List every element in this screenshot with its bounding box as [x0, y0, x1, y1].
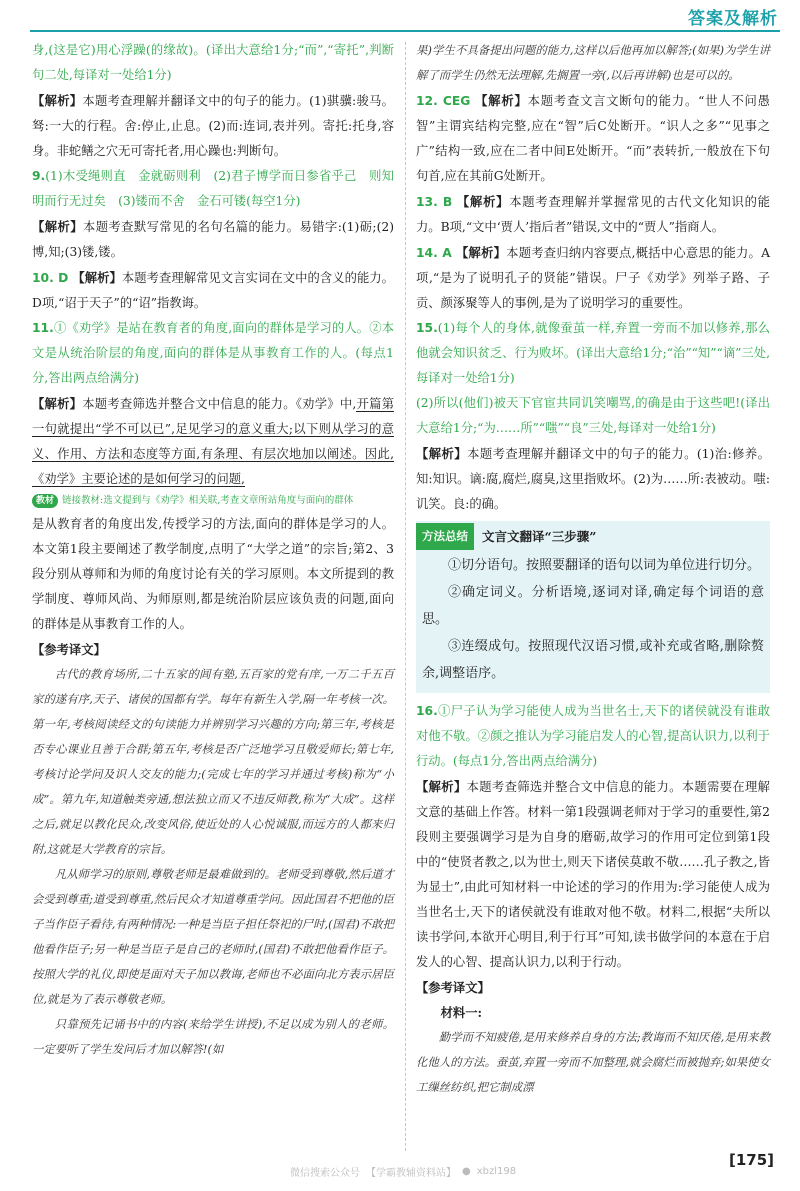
q15-answer-1: [416, 316, 770, 391]
q8-jiexi: 【解析】本题考查理解并翻译文中的句子的能力。(1)骐骥:骏马。驽:一大的行程。舍:停止,止息。(2)而:连词,表并列。寄托:托身,容身。非蛇鳝之穴无可寄托者,用心躁也:判断句。: [32, 93, 394, 158]
q14-number: 14. A: [416, 246, 452, 260]
textbook-note-text: 链接教材:选文提到与《劝学》相关联,考查文章所站角度与面向的群体: [62, 495, 354, 506]
textbook-icon: 教材: [32, 494, 58, 508]
header-rule: [30, 30, 780, 32]
material-one-translation: 勤学而不知疲倦,是用来修养自身的方法;教诲而不知厌倦,是用来教化他人的方法。蚕茧,弃置一旁而不加整理,就会腐烂而被抛弃;如果使女工缫丝纺织,把它制成漂: [416, 1030, 770, 1094]
q11-answer-text: ①《劝学》是站在教育者的角度,面向的群体是学习的人。②本文是从统治阶层的角度,面向的群体是从事教育工作的人。(每点1分,答出两点给满分): [32, 321, 394, 385]
page-header-title: 答案及解析: [688, 9, 778, 29]
footer-watermark: [290, 1164, 516, 1179]
q12-jiexi-text: 本题考查文言文断句的能力。“世人不问愚智”主谓宾结构完整,应在“智”后C处断开。“识人之多”“见事之广”结构一致,应在二者中间E处断开。“而”表转折,一般放在下句句首,应在其前G处断开。: [416, 94, 770, 183]
q14-item: 14. A 【解析】本题考查归纳内容要点,概括中心意思的能力。A项,“是为了说明孔子的贤能”错误。尸子《劝学》列举子路、子贡、颜涿聚等人的事例,是为了说明学习的重要性。: [416, 245, 770, 310]
q15-jiexi: 【解析】本题考查理解并翻译文中的句子的能力。(1)治:修养。知:知识。谪:腐,腐烂,腐臭,这里指败坏。(2)为……所:表被动。嗤:讥笑。良:的确。: [416, 446, 770, 511]
wechat-icon: ●: [462, 1166, 471, 1177]
q15-answer1-text: (1)每个人的身体,就像蚕茧一样,弃置一旁而不加以修养,那么他就会知识贫乏、行为败坏。(译出大意给1分;“治”“知”“谪”三处,每译对一处给1分): [416, 321, 770, 385]
translation-paragraph-2: 凡从师学习的原则,尊敬老师是最难做到的。老师受到尊敬,然后道才会受到尊重;道受到尊重,然后民众才知道尊重学问。因此国君不把他的臣子当作臣子看待,有两种情况:一种是当臣子担任祭祀的尸时,(国君)不敢把他看作臣子;另一种是当臣子是自己的老师时,(国君)不敢把他看作臣子。按照大学的礼仪,即使是面对天子加以教诲,老师也不必面向北方表示居臣位,就是为了表示尊敬老师。: [32, 867, 394, 1006]
q15-jiexi-text: 本题考查理解并翻译文中的句子的能力。(1)治:修养。知:知识。谪:腐,腐烂,腐臭,这里指败坏。(2)为……所:表被动。嗤:讥笑。良:的确。: [416, 447, 770, 511]
method-step-3: ③连缀成句。按照现代汉语习惯,或补充或省略,删除赘余,调整语序。: [422, 639, 764, 681]
column-divider: [405, 42, 406, 1151]
footer-wechat-id: xbzl198: [476, 1166, 517, 1177]
q11-number: 11.: [32, 321, 54, 335]
q8-jiexi-text: 本题考查理解并翻译文中的句子的能力。(1)骐骥:骏马。驽:一大的行程。舍:停止,止息。(2)而:连词,表并列。寄托:托身,容身。非蛇鳝之穴无可寄托者,用心躁也:判断句。: [32, 94, 394, 158]
q12-item: 12. CEG 【解析】本题考查文言文断句的能力。“世人不问愚智”主谓宾结构完整,应在“智”后C处断开。“识人之多”“见事之广”结构一致,应在二者中间E处断开。“而”表转折,一般放在下句句首,应在其前G处断开。: [416, 93, 770, 183]
q9-answer-text: (1)木受绳则直 金就砺则利 (2)君子博学而日参省乎己 则知明而行无过矣 (3)镂而不舍 金石可镂(每空1分): [32, 169, 394, 208]
translation-paragraph-3: 只靠预先记诵书中的内容(来给学生讲授),不足以成为别人的老师。一定要听了学生发问后才加以解答!(如: [32, 1017, 394, 1056]
q13-item: 13. B 【解析】本题考查理解并掌握常见的古代文化知识的能力。B项,“文中‘贾人’指后者”错误,文中的“贾人”指商人。: [416, 194, 770, 234]
footer-brand-name: 【学霸教辅资料站】: [366, 1168, 456, 1179]
left-column: [32, 38, 394, 1062]
method-step-2: ②确定词义。分析语境,逐词对译,确定每个词语的意思。: [422, 585, 764, 627]
method-summary-label: 方法总结: [416, 523, 474, 550]
q15-answer-2: (2)所以(他们)被天下官宦共同讥笑嘲骂,的确是由于这些吧!(译出大意给1分;“为……所”“嗤”“良”三处,每译对一处给1分): [416, 396, 770, 435]
q9-jiexi: 【解析】本题考查默写常见的名句名篇的能力。易错字:(1)砺;(2)博,知;(3)镂,镂。: [32, 219, 394, 259]
ref-translation-label: 【参考译文】: [32, 642, 106, 657]
q11-jiexi-part1: 本题考查筛选并整合文中信息的能力。《劝学》中,: [82, 397, 357, 411]
q11-jiexi: 【解析】本题考查筛选并整合文中信息的能力。《劝学》中,开篇第一句就提出“学不可以已”,足见学习的意义重大;以下则从学习的意义、作用、方法和态度等方面,有条理、有层次地加以阐述。因此,《劝学》主要论述的是如何学习的问题,: [32, 396, 394, 486]
translation-paragraph-1: 古代的教育场所,二十五家的闾有塾,五百家的党有庠,一万二千五百家的遂有序,天子、诸侯的国都有学。每年有新生入学,隔一年考核一次。第一年,考核阅读经文的句读能力并辨别学习兴趣的方向;第三年,考核是否专心课业且善于合群;第五年,考核是否广泛地学习且敬爱师长;第七年,考核讨论学问及识人交友的能力;(完成七年的学习并通过考核)称为“小成”。第九年,知道触类旁通,想法独立而又不违反师教,称为“大成”。这样之后,就足以教化民众,改变风俗,使近处的人心悦诚服,而远方的人都来归附,这就是大学教育的宗旨。: [32, 667, 394, 856]
right-column: [416, 38, 770, 1100]
method-summary-box: [416, 521, 770, 693]
method-summary-title: 文言文翻译“三步骤”: [482, 529, 597, 544]
q13-jiexi-text: 本题考查理解并掌握常见的古代文化知识的能力。B项,“文中‘贾人’指后者”错误,文中的“贾人”指商人。: [416, 195, 770, 234]
translation-continued: 果)学生不具备提出问题的能力,这样以后他再加以解答;(如果)为学生讲解了而学生仍然无法理解,先搁置一旁(,以后再讲解)也是可以的。: [416, 43, 770, 82]
textbook-link-note: [32, 494, 394, 508]
q10-item: 10. D 【解析】本题考查理解常见文言实词在文中的含义的能力。D项,“诏于天子”的“诏”指教诲。: [32, 270, 394, 310]
q16-jiexi-text: 本题考查筛选并整合文中信息的能力。本题需要在理解文意的基础上作答。材料一第1段强调老师对于学习的重要性,第2段则主要强调学习是为自身的磨砺,故学习的作用可定位到第1段中的“使贤者教之,以为世士,则天下诸侯莫敢不敬……孔子教之,皆为显士”,由此可知材料一中论述的学习的作用为:学习能使人成为当世名士,天下的诸侯就没有谁敢对他不敬。材料二,根据“夫所以读书学问,本欲开心明目,利于行耳”可知,读书做学问的本意在于启发人的心智、提高认识力,以利于行动。: [416, 780, 770, 969]
q11-answer: [32, 316, 394, 391]
q16-jiexi: 【解析】本题考查筛选并整合文中信息的能力。本题需要在理解文意的基础上作答。材料一第1段强调老师对于学习的重要性,第2段则主要强调学习是为自身的磨砺,故学习的作用可定位到第1段中的“使贤者教之,以为世士,则天下诸侯莫敢不敬……孔子教之,皆为显士”,由此可知材料一中论述的学习的作用为:学习能使人成为当世名士,天下的诸侯就没有谁敢对他不敬。材料二,根据“夫所以读书学问,本欲开心明目,利于行耳”可知,读书做学问的本意在于启发人的心智、提高认识力,以利于行动。: [416, 779, 770, 969]
footer-brand-text: 微信搜索公众号: [290, 1168, 360, 1179]
q16-answer: [416, 699, 770, 774]
q10-jiexi-text: 本题考查理解常见文言实词在文中的含义的能力。D项,“诏于天子”的“诏”指教诲。: [32, 271, 394, 310]
method-step-1: ①切分语句。按照要翻译的语句以词为单位进行切分。: [448, 558, 761, 573]
q12-number: 12. CEG: [416, 94, 471, 108]
material-one-label: 材料一:: [440, 1005, 483, 1020]
q9-number: 9.: [32, 169, 46, 183]
q11-jiexi-underlined: 开篇第一句就提出“学不可以已”,足见学习的意义重大;以下则从学习的意义、作用、方法和态度等方面,有条理、有层次地加以阐述。因此,《劝学》主要论述的是如何学习的问题,: [32, 397, 394, 486]
q9-answer: [32, 164, 394, 214]
q14-jiexi-text: 本题考查归纳内容要点,概括中心意思的能力。A项,“是为了说明孔子的贤能”错误。尸子《劝学》列举子路、子贡、颜涿聚等人的事例,是为了说明学习的重要性。: [416, 246, 770, 310]
q10-number: 10. D: [32, 271, 69, 285]
q15-number: 15.: [416, 321, 438, 335]
q16-answer-text: ①尸子认为学习能使人成为当世名士,天下的诸侯就没有谁敢对他不敬。②颜之推认为学习能启发人的心智,提高认识力,以利于行动。(每点1分,答出两点给满分): [416, 704, 770, 768]
page-number: [175]: [728, 1151, 774, 1169]
q11-jiexi-part2: 是从教育者的角度出发,传授学习的方法,面向的群体是学习的人。本文第1段主要阐述了教学制度,点明了“大学之道”的宗旨;第2、3段分别从尊师和为师的角度讨论有关的学习原则。本文所提到的教学制度、尊师风尚、为师原则,都是统治阶层应该负责的问题,面向的群体是从事教育工作的人。: [32, 517, 394, 631]
ref-translation-label-2: 【参考译文】: [416, 980, 490, 995]
q13-number: 13. B: [416, 195, 453, 209]
q16-number: 16.: [416, 704, 438, 718]
q9-jiexi-text: 本题考查默写常见的名句名篇的能力。易错字:(1)砺;(2)博,知;(3)镂,镂。: [32, 220, 394, 259]
q8-answer-tail: 身,(这是它)用心浮躁(的缘故)。(译出大意给1分;“而”,“寄托”,判断句二处,每译对一处给1分): [32, 43, 394, 82]
